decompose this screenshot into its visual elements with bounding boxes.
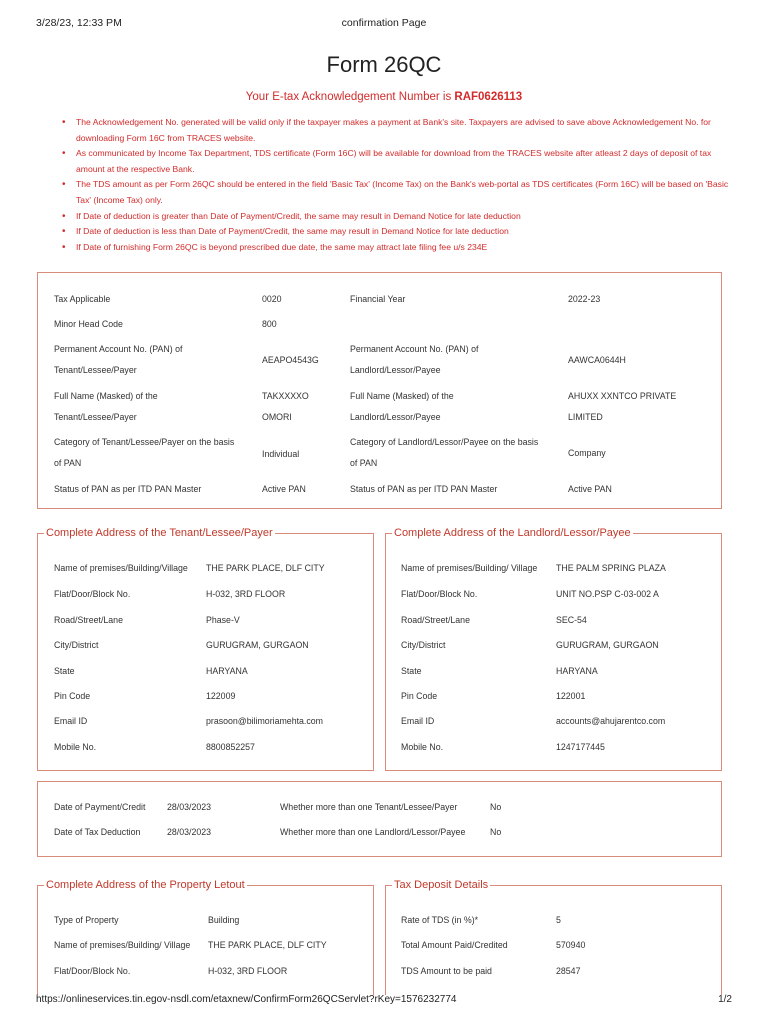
tax-deposit-legend: Tax Deposit Details [394, 879, 489, 891]
landlord-name-value: AHUXX XXNTCO PRIVATE [568, 391, 677, 401]
address-value: H-032, 3RD FLOOR [206, 589, 286, 599]
acknowledgement-number: RAF0626113 [454, 91, 523, 103]
landlord-pan-label: Permanent Account No. (PAN) of [350, 344, 479, 354]
tenant-name-label: Tenant/Lessee/Payer [54, 412, 137, 422]
tenant-name-label: Full Name (Masked) of the [54, 391, 158, 401]
tax-deposit-box [385, 879, 722, 995]
tenant-pan-label: Permanent Account No. (PAN) of [54, 344, 183, 354]
payment-dates-box [37, 781, 722, 857]
address-value: UNIT NO.PSP C-03-002 A [556, 589, 659, 599]
address-label: Name of premises/Building/ Village [401, 563, 538, 573]
address-value: GURUGRAM, GURGAON [206, 640, 309, 650]
tenant-pan-status-label: Status of PAN as per ITD PAN Master [54, 484, 202, 494]
address-label: State [401, 666, 422, 676]
address-label: Mobile No. [401, 742, 444, 752]
property-value: H-032, 3RD FLOOR [208, 966, 288, 976]
address-value: SEC-54 [556, 615, 587, 625]
property-value: Building [208, 915, 240, 925]
minor-head-value: 800 [262, 319, 277, 329]
address-value: 1247177445 [556, 742, 605, 752]
landlord-category-label: of PAN [350, 458, 378, 468]
print-datetime: 3/28/23, 12:33 PM [36, 17, 122, 29]
tenant-address-legend: Complete Address of the Tenant/Lessee/Payer [46, 527, 273, 539]
landlord-name-label: Landlord/Lessor/Payee [350, 412, 441, 422]
tax-deposit-value: 570940 [556, 940, 586, 950]
note-item: • If Date of furnishing Form 26QC is beyond prescribed due date, the same may attract late filing fee u/s 234E [62, 240, 734, 256]
address-label: Name of premises/Building/Village [54, 563, 188, 573]
address-value: HARYANA [556, 666, 598, 676]
note-item: • If Date of deduction is less than Date of Payment/Credit, the same may result in Demand Notice for late deduction [62, 224, 734, 240]
address-label: Email ID [401, 716, 435, 726]
address-label: Road/Street/Lane [54, 615, 123, 625]
tax-applicable-label: Tax Applicable [54, 294, 111, 304]
print-footer [36, 994, 732, 1008]
form-title: Form 26QC [326, 52, 442, 77]
address-value: 122001 [556, 691, 586, 701]
tenant-name-value: OMORI [262, 412, 292, 422]
note-item: • As communicated by Income Tax Department, TDS certificate (Form 16C) will be available for download from the TRACES website after atleast 2 days of deposit of tax amount at the respective Bank. [62, 146, 734, 177]
property-label: Type of Property [54, 915, 119, 925]
property-letout-legend: Complete Address of the Property Letout [46, 879, 245, 891]
address-value: THE PARK PLACE, DLF CITY [206, 563, 325, 573]
address-label: Flat/Door/Block No. [54, 589, 131, 599]
property-letout-box [37, 879, 374, 995]
address-label: Mobile No. [54, 742, 97, 752]
print-header [36, 17, 732, 31]
landlord-category-value: Company [568, 448, 606, 458]
landlord-category-label: Category of Landlord/Lessor/Payee on the basis [350, 437, 539, 447]
property-label: Flat/Door/Block No. [54, 966, 131, 976]
landlord-address-legend: Complete Address of the Landlord/Lessor/Payee [394, 527, 631, 539]
address-label: City/District [401, 640, 446, 650]
property-value: THE PARK PLACE, DLF CITY [208, 940, 327, 950]
tax-deposit-value: 28547 [556, 966, 581, 976]
print-page-title: confirmation Page [341, 17, 427, 29]
address-label: Email ID [54, 716, 88, 726]
acknowledgement-line [0, 91, 768, 103]
tax-deposit-value: 5 [556, 915, 561, 925]
minor-head-label: Minor Head Code [54, 319, 123, 329]
address-label: Flat/Door/Block No. [401, 589, 478, 599]
landlord-name-label: Full Name (Masked) of the [350, 391, 454, 401]
address-value: accounts@ahujarentco.com [556, 716, 666, 726]
note-item: • The Acknowledgement No. generated will be valid only if the taxpayer makes a payment at Bank's site. Taxpayers are advised to save above Acknowledgement No. for downloading Form 16C from TRACES website. [62, 115, 734, 146]
note-item: • The TDS amount as per Form 26QC should be entered in the field 'Basic Tax' (Income Tax) on the Bank's web-portal as TDS certificates (Form 16C) will be based on 'Basic Tax' (Income Tax) only. [62, 177, 734, 208]
tenant-category-label: of PAN [54, 458, 82, 468]
multi-tenant-value: No [490, 802, 502, 812]
tax-info-box [37, 272, 722, 509]
landlord-name-value: LIMITED [568, 412, 603, 422]
tenant-name-value: TAKXXXXO [262, 391, 309, 401]
tenant-pan-label: Tenant/Lessee/Payer [54, 365, 137, 375]
address-value: THE PALM SPRING PLAZA [556, 563, 666, 573]
page-number: 1/2 [718, 994, 732, 1005]
tenant-category-label: Category of Tenant/Lessee/Payer on the basis [54, 437, 235, 447]
landlord-address-box [385, 527, 722, 771]
notes-list [62, 115, 734, 255]
tax-deposit-label: Rate of TDS (in %)* [401, 915, 479, 925]
address-value: HARYANA [206, 666, 248, 676]
payment-date-label: Date of Payment/Credit [54, 802, 146, 812]
payment-date-value: 28/03/2023 [167, 802, 212, 812]
landlord-pan-value: AAWCA0644H [568, 355, 626, 365]
tenant-address-box [37, 527, 374, 771]
tenant-category-value: Individual [262, 449, 300, 459]
multi-tenant-label: Whether more than one Tenant/Lessee/Payer [280, 802, 458, 812]
address-label: Pin Code [54, 691, 91, 701]
landlord-pan-status-label: Status of PAN as per ITD PAN Master [350, 484, 498, 494]
acknowledgement-prefix: Your E-tax Acknowledgement Number is [245, 91, 455, 103]
address-label: State [54, 666, 75, 676]
address-value: Phase-V [206, 615, 240, 625]
financial-year-value: 2022-23 [568, 294, 601, 304]
financial-year-label: Financial Year [350, 294, 406, 304]
tenant-pan-status-value: Active PAN [262, 484, 306, 494]
property-label: Name of premises/Building/ Village [54, 940, 191, 950]
deduction-date-label: Date of Tax Deduction [54, 827, 141, 837]
landlord-pan-status-value: Active PAN [568, 484, 612, 494]
tax-deposit-label: TDS Amount to be paid [401, 966, 492, 976]
multi-landlord-label: Whether more than one Landlord/Lessor/Payee [280, 827, 466, 837]
address-value: 122009 [206, 691, 236, 701]
multi-landlord-value: No [490, 827, 502, 837]
page-url[interactable]: https://onlineservices.tin.egov-nsdl.com/etaxnew/ConfirmForm26QCServlet?rKey=1576232774 [36, 994, 457, 1005]
landlord-pan-label: Landlord/Lessor/Payee [350, 365, 441, 375]
address-value: GURUGRAM, GURGAON [556, 640, 659, 650]
note-item: • If Date of deduction is greater than Date of Payment/Credit, the same may result in Demand Notice for late deduction [62, 209, 734, 225]
address-label: City/District [54, 640, 99, 650]
address-value: 8800852257 [206, 742, 255, 752]
tenant-pan-value: AEAPO4543G [262, 355, 319, 365]
address-value: prasoon@bilimoriamehta.com [206, 716, 323, 726]
tax-deposit-label: Total Amount Paid/Credited [401, 940, 508, 950]
address-label: Road/Street/Lane [401, 615, 470, 625]
address-label: Pin Code [401, 691, 438, 701]
deduction-date-value: 28/03/2023 [167, 827, 212, 837]
tax-applicable-value: 0020 [262, 294, 282, 304]
